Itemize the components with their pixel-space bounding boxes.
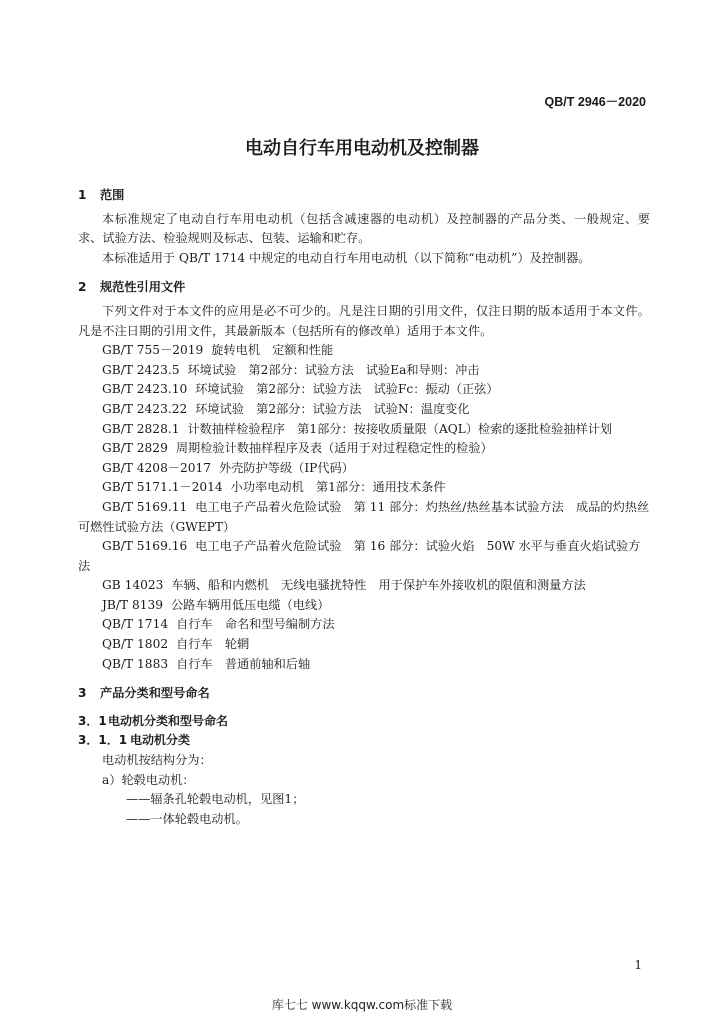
section-number: 3 xyxy=(78,686,87,701)
reference-code: GB/T 2423.22 xyxy=(102,401,188,416)
reference-item xyxy=(78,615,650,635)
section-3-heading xyxy=(78,684,650,704)
reference-item xyxy=(78,439,650,459)
reference-title: 环境试验 第2部分：试验方法 试验Fc：振动（正弦） xyxy=(195,382,499,397)
reference-title: 计数抽样检验程序 第1部分：按接收质量限（AQL）检索的逐批检验抽样计划 xyxy=(187,421,613,436)
reference-item xyxy=(78,400,650,420)
reference-item xyxy=(78,341,650,361)
reference-list xyxy=(78,341,650,674)
reference-code: QB/T 1802 xyxy=(102,637,169,652)
reference-title: 环境试验 第2部分：试验方法 试验N：温度变化 xyxy=(195,401,470,416)
reference-item xyxy=(78,596,650,616)
reference-title: 车辆、船和内燃机 无线电骚扰特性 用于保护车外接收机的限值和测量方法 xyxy=(171,578,586,593)
reference-title: 外壳防护等级（IP代码） xyxy=(219,460,354,475)
reference-title: 电工电子产品着火危险试验 第 11 部分：灼热丝/热丝基本试验方法 成品的灼热丝可燃性试验方法（GWEPT） xyxy=(78,499,650,534)
reference-title: 自行车 命名和型号编制方法 xyxy=(176,617,335,632)
reference-item xyxy=(78,361,650,381)
reference-code: QB/T 1714 xyxy=(102,617,169,632)
reference-code: JB/T 8139 xyxy=(102,597,163,612)
section-1-heading xyxy=(78,186,650,206)
document-body xyxy=(78,186,650,829)
reference-code: GB/T 5169.11 xyxy=(102,499,188,514)
reference-item xyxy=(78,498,650,537)
section-2-heading xyxy=(78,278,650,298)
reference-title: 旋转电机 定额和性能 xyxy=(211,343,334,358)
reference-code: GB/T 2829 xyxy=(102,441,168,456)
scope-paragraph-1: 本标准规定了电动自行车用电动机（包括含减速器的电动机）及控制器的产品分类、一般规定、要求、试验方法、检验规则及标志、包装、运输和贮存。 xyxy=(78,211,650,246)
list-item-a: a）轮毂电动机： xyxy=(102,772,195,787)
section-number: 3．1 xyxy=(78,713,107,728)
reference-item xyxy=(78,655,650,675)
reference-code: GB/T 4208－2017 xyxy=(102,460,212,475)
page-number: 1 xyxy=(634,958,642,972)
section-title: 电动机分类 xyxy=(130,733,191,748)
reference-code: GB/T 5169.16 xyxy=(102,539,188,554)
section-number: 2 xyxy=(78,280,87,295)
section-3-1-heading xyxy=(78,712,650,732)
reference-title: 电工电子产品着火危险试验 第 16 部分：试验火焰 50W 水平与垂直火焰试验方法 xyxy=(78,539,641,573)
reference-code: GB/T 2828.1 xyxy=(102,421,180,436)
classification-text: 电动机按结构分为： xyxy=(102,753,212,768)
reference-item xyxy=(78,478,650,498)
document-title: 电动自行车用电动机及控制器 xyxy=(245,138,479,159)
reference-item xyxy=(78,459,650,479)
reference-title: 自行车 轮辋 xyxy=(176,637,250,652)
reference-code: GB/T 755－2019 xyxy=(102,343,204,358)
section-title: 产品分类和型号命名 xyxy=(100,686,210,701)
reference-title: 小功率电动机 第1部分：通用技术条件 xyxy=(230,480,446,495)
reference-item xyxy=(78,537,650,576)
reference-title: 自行车 普通前轴和后轴 xyxy=(176,656,311,671)
reference-code: GB/T 2423.5 xyxy=(102,362,180,377)
reference-code: QB/T 1883 xyxy=(102,656,169,671)
reference-item xyxy=(78,380,650,400)
scope-paragraph-2: 本标准适用于 QB/T 1714 中规定的电动自行车用电动机（以下简称“电动机”）及控制器。 xyxy=(102,250,591,265)
reference-item xyxy=(78,576,650,596)
reference-code: GB/T 5171.1－2014 xyxy=(102,480,223,495)
section-title: 电动机分类和型号命名 xyxy=(108,713,229,728)
reference-title: 周期检验计数抽样程序及表（适用于对过程稳定性的检验） xyxy=(175,441,493,456)
reference-title: 公路车辆用低压电缆（电线） xyxy=(170,597,330,612)
reference-item xyxy=(78,420,650,440)
section-number: 3．1．1 xyxy=(78,733,128,748)
reference-title: 环境试验 第2部分：试验方法 试验Ea和导则：冲击 xyxy=(187,362,480,377)
reference-code: GB 14023 xyxy=(102,578,164,593)
footer-watermark: 库七七 www.kqqw.com标准下载 xyxy=(271,998,453,1012)
standard-code: QB/T 2946－2020 xyxy=(544,95,646,109)
dash-item-1: ——辐条孔轮毂电动机，见图1； xyxy=(126,792,305,807)
reference-code: GB/T 2423.10 xyxy=(102,382,188,397)
section-title: 规范性引用文件 xyxy=(100,280,186,295)
section-number: 1 xyxy=(78,188,87,202)
section-title: 范围 xyxy=(100,188,125,202)
references-intro: 下列文件对于本文件的应用是必不可少的。凡是注日期的引用文件，仅注日期的版本适用于本文件。凡是不注日期的引用文件，其最新版本（包括所有的修改单）适用于本文件。 xyxy=(78,303,650,338)
reference-item xyxy=(78,635,650,655)
dash-item-2: ——一体轮毂电动机。 xyxy=(126,811,248,826)
section-3-1-1-heading xyxy=(78,731,650,751)
